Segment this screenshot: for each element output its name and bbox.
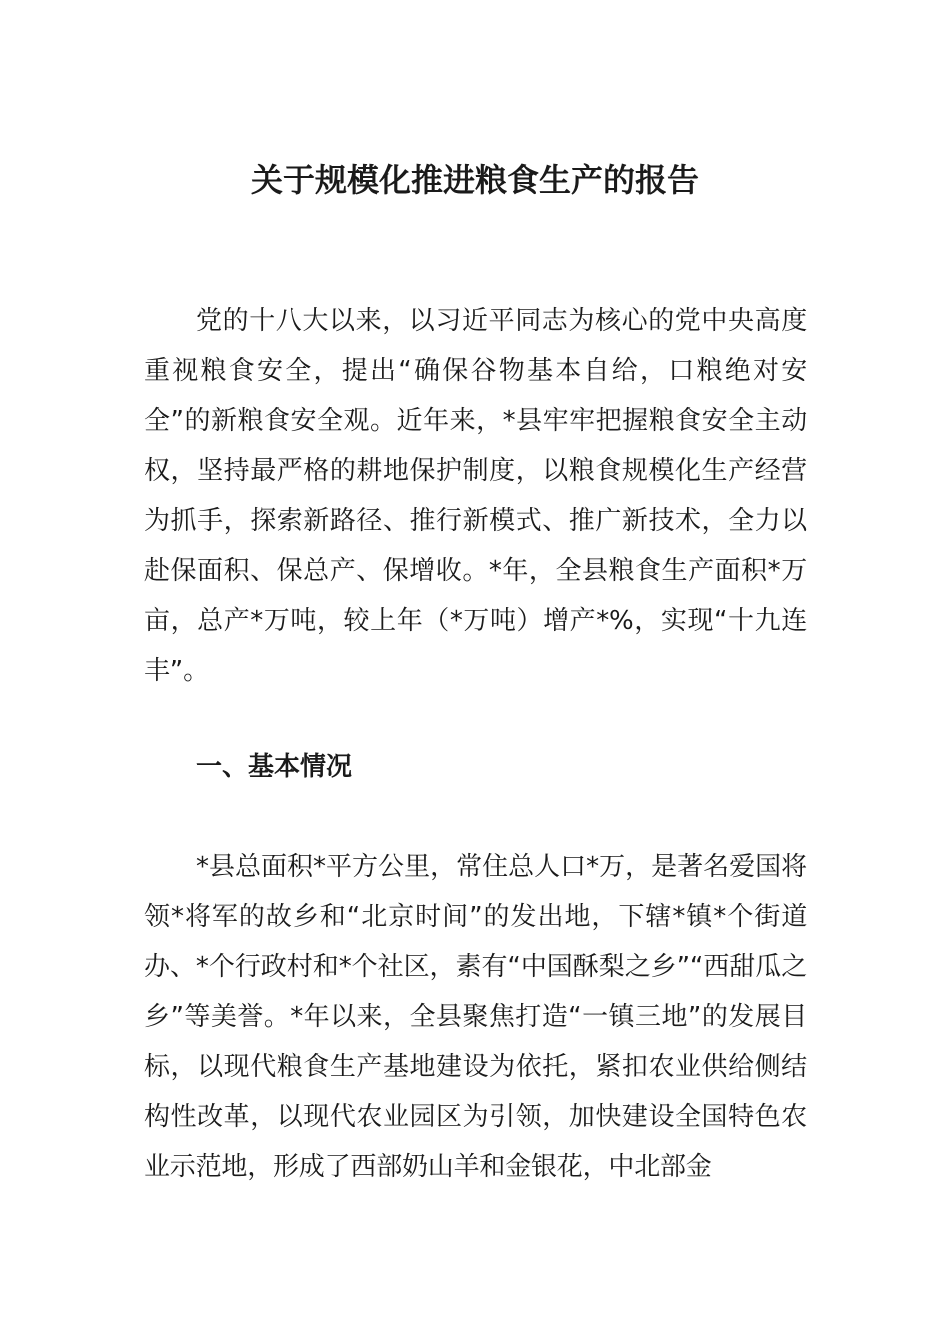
document-title: 关于规模化推进粮食生产的报告 [250,161,699,199]
intro-paragraph: 党的十八大以来，以习近平同志为核心的党中央高度重视粮食安全，提出“确保谷物基本自给，口粮绝对安全”的新粮食安全观。近年来，*县牢牢把握粮食安全主动权，坚持最严格的耕地保护制度，以粮食规模化生产经营为抓手，探索新路径、推行新模式、推广新技术，全力以赴保面积、保总产、保增收。*年，全县粮食生产面积*万亩，总产*万吨，较上年（*万吨）增产*%，实现“十九连丰”。 [144,306,807,686]
section-heading: 一、基本情况 [196,752,353,782]
section-paragraph: *县总面积*平方公里，常住总人口*万，是著名爱国将领*将军的故乡和“北京时间”的发出地，下辖*镇*个街道办、*个行政村和*个社区，素有“中国酥梨之乡”“西甜瓜之乡”等美誉。*年以来，全县聚焦打造“一镇三地”的发展目标，以现代粮食生产基地建设为依托，紧扣农业供给侧结构性改革，以现代农业园区为引领，加快建设全国特色农业示范地，形成了西部奶山羊和金银花，中北部金 [144,852,807,1182]
